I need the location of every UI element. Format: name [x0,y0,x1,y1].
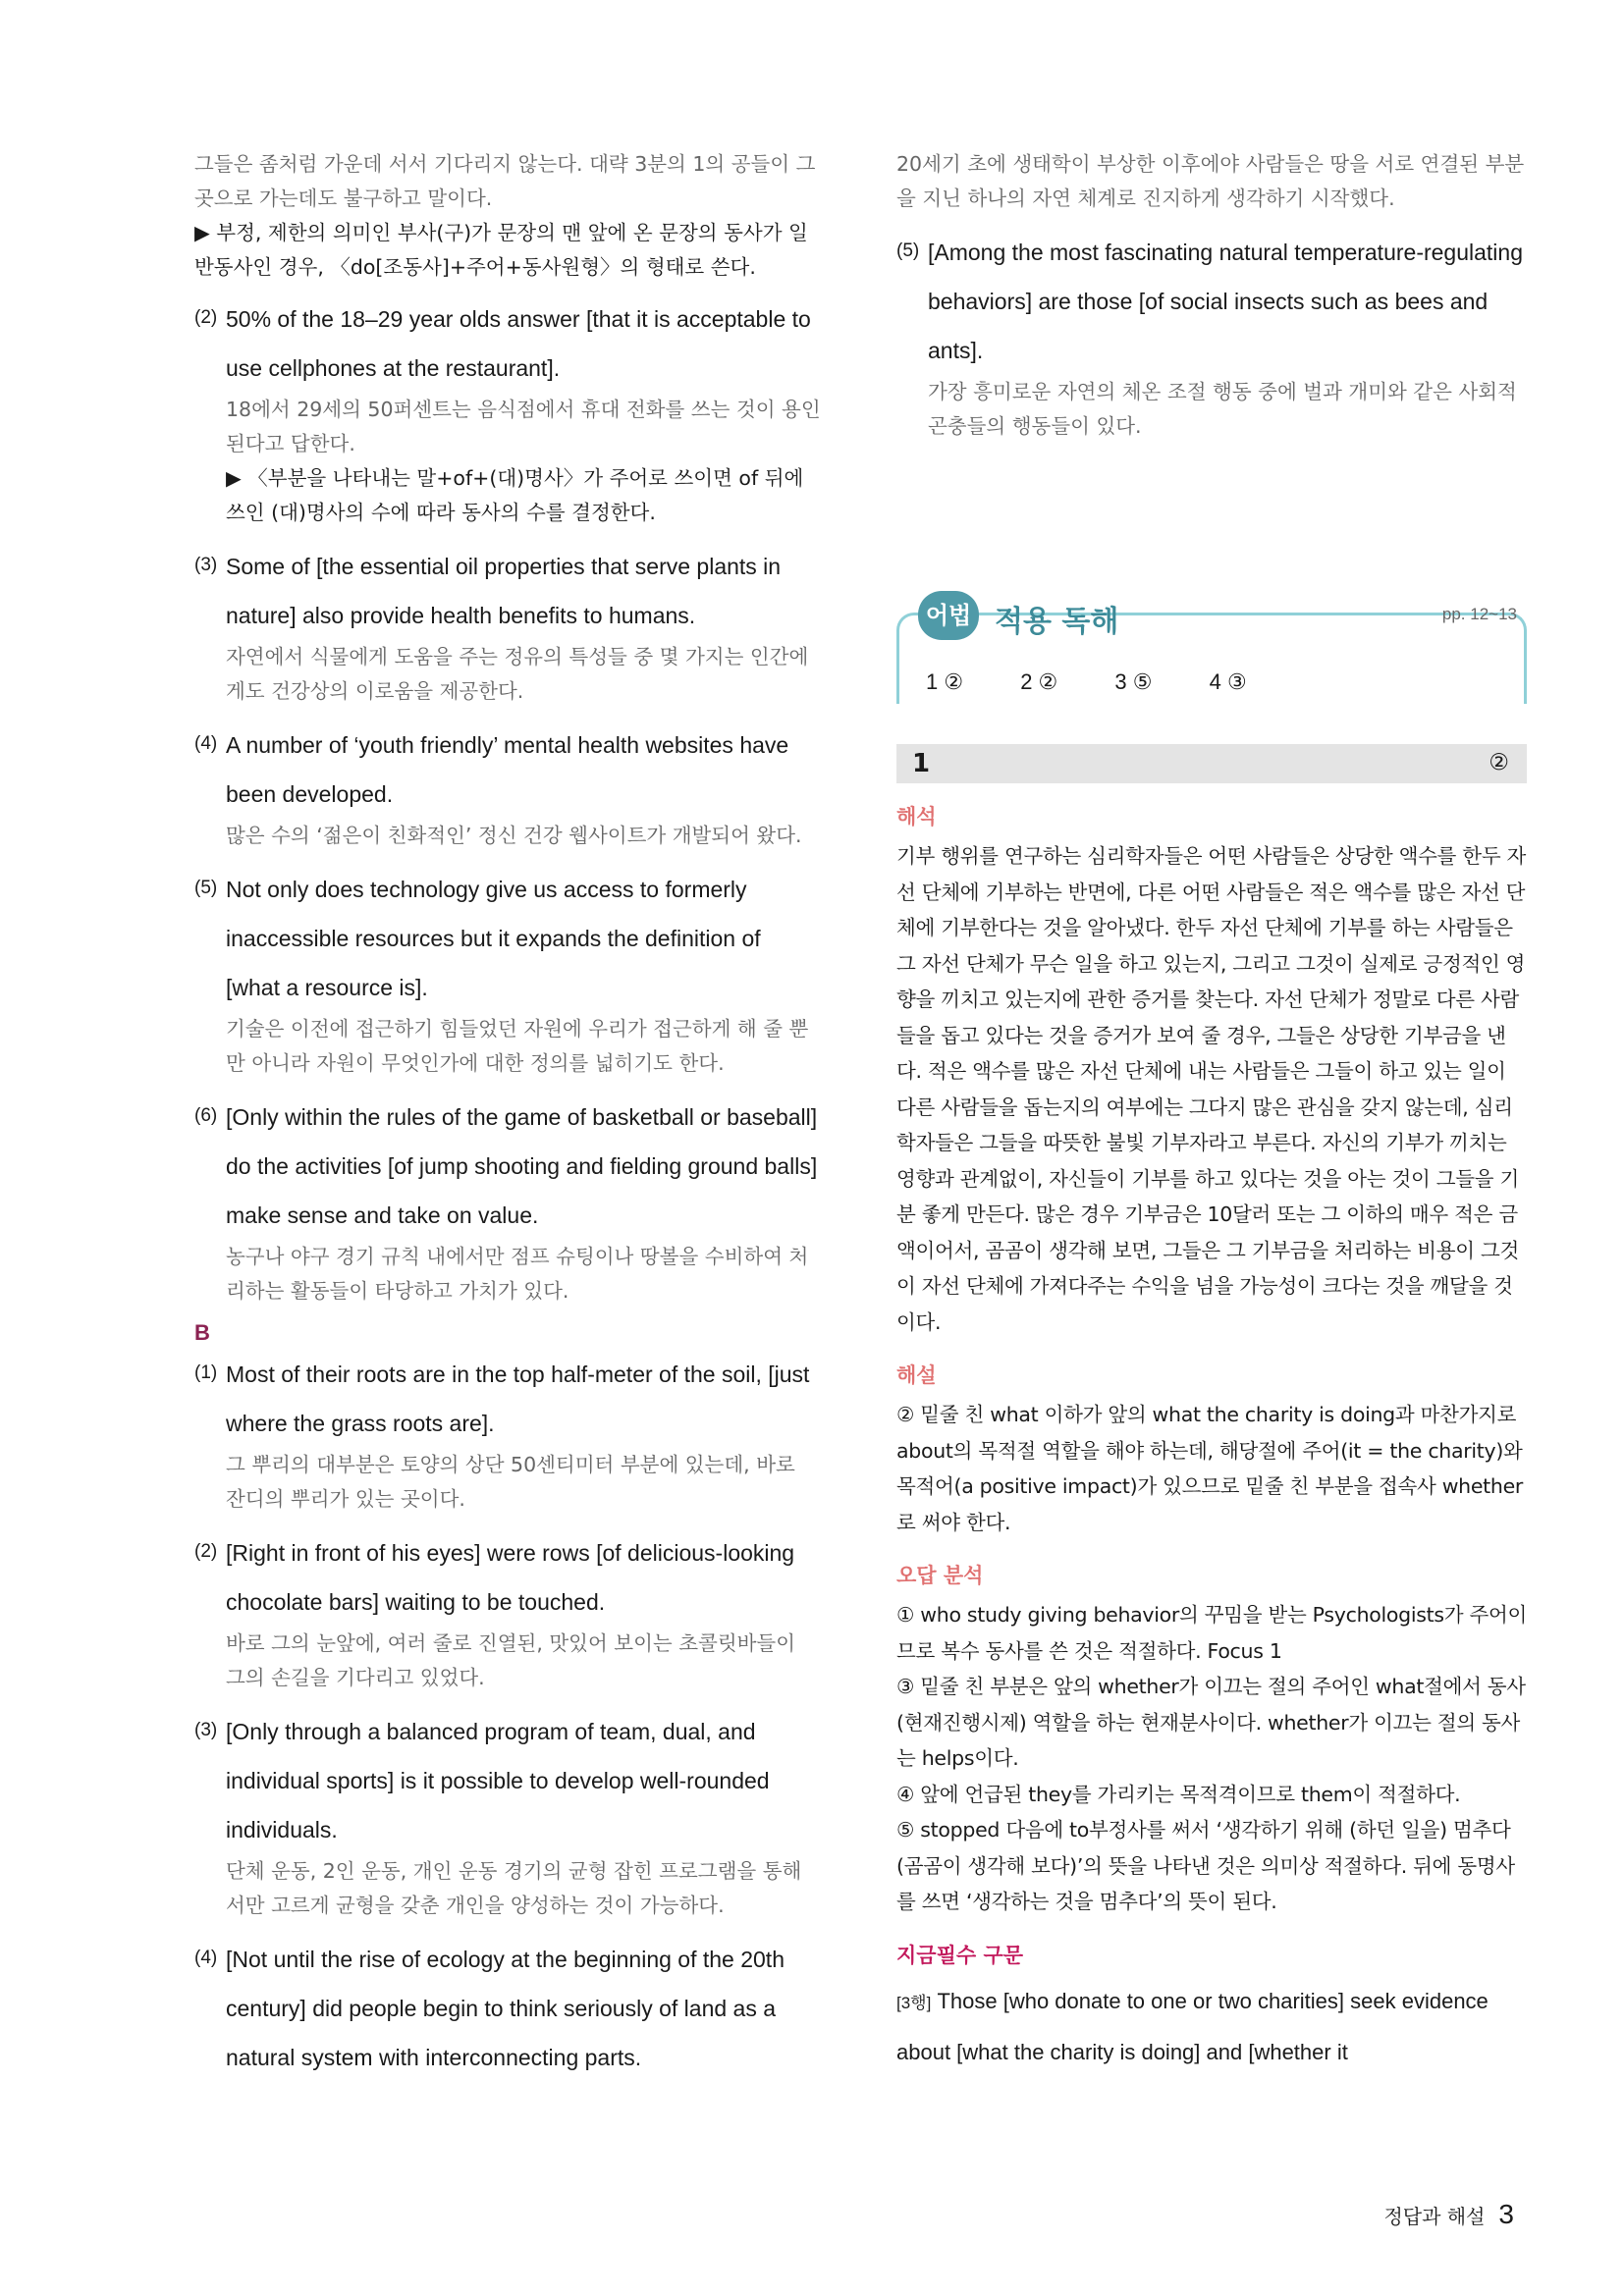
header-title: 적용 독해 [995,605,1119,639]
english-sentence: Most of their roots are in the top half-meter of the soil, [just where the grass roots are]. [226,1362,810,1436]
item-number: (1) [194,1362,218,1383]
korean-translation: 18에서 29세의 50퍼센트는 음식점에서 휴대 전화를 쓰는 것이 용인된다고 답한다. [226,398,821,455]
gumun-english: Those [who donate to one or two charities] seek evidence about [what the charity is doing] and [whether it [896,1988,1489,2064]
haeseok-label: 해석 [896,805,937,828]
page-reference: pp. 12~13 [1441,605,1517,623]
answer-1: 1 ② [926,669,964,694]
grammar-note: ▶ 〈부분을 나타내는 말+of+(대)명사〉가 주어로 쓰이면 of 뒤에 쓰인 (대)명사의 수에 따라 동사의 수를 결정한다. [226,466,804,524]
korean-translation: 단체 운동, 2인 운동, 개인 운동 경기의 균형 잡힌 프로그램을 통해서만 고르게 균형을 갖춘 개인을 양성하는 것이 가능하다. [226,1859,802,1917]
answer-3: 3 ⑤ [1114,669,1153,694]
section-header [896,591,1527,709]
odap-item-4: ④ 앞에 언급된 they를 가리키는 목적격이므로 them이 적절하다. [896,1782,1461,1806]
odap-label: 오답 분석 [896,1564,984,1587]
odap-item-3: ③ 밑줄 친 부분은 앞의 whether가 이끄는 절의 주어인 what절에서 동사(현재진행시제) 역할을 하는 현재분사이다. whether가 이끄는 절의 동사는 helps이다. [896,1675,1526,1770]
haeseol-label: 해설 [896,1363,937,1387]
page-footer [1383,2199,1514,2230]
korean-translation: 가장 흥미로운 자연의 체온 조절 행동 중에 벌과 개미와 같은 사회적 곤충들의 행동들이 있다. [928,380,1517,438]
korean-translation: 기술은 이전에 접근하기 힘들었던 자원에 우리가 접근하게 해 줄 뿐만 아니라 자원이 무엇인가에 대한 정의를 넓히기도 한다. [226,1017,809,1075]
item-a6 [194,1093,821,1308]
left-column [194,147,821,2094]
item-a5 [194,865,821,1081]
translation-body: 기부 행위를 연구하는 심리학자들은 어떤 사람들은 상당한 액수를 한두 자선 단체에 기부하는 반면에, 다른 어떤 사람들은 적은 액수를 많은 자선 단체에 기부한다는 것을 알아냈다. 한두 자선 단체에 기부를 하는 사람들은 그 자선 단체가 무슨 일을 하고 있는지, 그리고 그것이 실제로 긍정적인 영향을 끼치고 있는지에 관한 증거를 찾는다. 자선 단체가 정말로 다른 사람들을 돕고 있다는 것을 증거가 보여 줄 경우, 그들은 상당한 기부금을 낸다. 적은 액수를 많은 자선 단체에 내는 사람들은 그들이 하고 있는 일이 다른 사람들을 돕는지의 여부에는 그다지 많은 관심을 갖지 않는데, 심리학자들은 그들을 따뜻한 불빛 기부자라고 부른다. 자신의 기부가 끼치는 영향과 관계없이, 자신들이 기부를 하고 있다는 것을 아는 것이 그들을 기분 좋게 만든다. 많은 경우 기부금은 10달러 또는 그 이하의 매우 적은 금액이어서, 곰곰이 생각해 보면, 그들은 그 기부금을 처리하는 비용이 그것이 자선 단체에 가져다주는 수익을 넘을 가능성이 크다는 것을 깨달을 것이다. [896,844,1527,1334]
item-number: (4) [194,1948,218,1968]
intro-grammar-note: ▶ 부정, 제한의 의미인 부사(구)가 문장의 맨 앞에 온 문장의 동사가 일반동사인 경우, 〈do[조동사]+주어+동사원형〉의 형태로 쓴다. [194,221,808,279]
english-sentence: Some of [the essential oil properties that serve plants in nature] also provide health benefits to humans. [226,554,782,628]
korean-translation: 자연에서 식물에게 도움을 주는 정유의 특성들 중 몇 가지는 인간에게도 건강상의 이로움을 제공한다. [226,645,809,703]
question-answer: ② [1489,750,1509,775]
page-number: 3 [1498,2199,1514,2229]
korean-translation: 많은 수의 ‘젊은이 친화적인’ 정신 건강 웹사이트가 개발되어 왔다. [226,824,802,847]
item-a3 [194,542,821,709]
korean-translation: 그 뿌리의 대부분은 토양의 상단 50센티미터 부분에 있는데, 바로 잔디의 뿌리가 있는 곳이다. [226,1453,795,1511]
english-sentence: 50% of the 18–29 year olds answer [that it is acceptable to use cellphones at the restaurant]. [226,306,811,381]
odap-item-1: ① who study giving behavior의 꾸밈을 받는 Psychologists가 주어이므로 복수 동사를 쓴 것은 적절하다. Focus 1 [896,1603,1527,1663]
english-sentence: A number of ‘youth friendly’ mental health websites have been developed. [226,732,789,807]
item-number: (3) [194,1720,218,1740]
english-sentence: [Among the most fascinating natural temperature-regulating behaviors] are those [of social insects such as bees and ants]. [928,240,1523,363]
english-sentence: Not only does technology give us access to formerly inaccessible resources but it expands the definition of [what a resource is]. [226,877,761,1000]
question-bar [896,744,1527,783]
item-b2 [194,1528,821,1695]
gumun-sentence [896,1977,1527,2077]
explanation-body: ② 밑줄 친 what 이하가 앞의 what the charity is doing과 마찬가지로 about의 목적절 역할을 해야 하는데, 해당절에 주어(it = the charity)와 목적어(a positive impact)가 있으므로 밑줄 친 부분을 접속사 whether로 써야 한다. [896,1403,1524,1534]
item-b1 [194,1350,821,1517]
english-sentence: [Not until the rise of ecology at the beginning of the 20th century] did people begin to think seriously of land as a natural system with interconnecting parts. [226,1947,785,2070]
item-number: (2) [194,307,218,328]
item-a4 [194,721,821,853]
english-sentence: [Right in front of his eyes] were rows [of delicious-looking chocolate bars] waiting to be touched. [226,1540,795,1615]
item-number: (3) [194,555,218,575]
section-b-heading: B [194,1320,210,1345]
item-number: (2) [194,1541,218,1562]
korean-translation: 바로 그의 눈앞에, 여러 줄로 진열된, 맛있어 보이는 초콜릿바들이 그의 손길을 기다리고 있었다. [226,1631,796,1689]
item-number: (5) [194,878,218,898]
odap-item-5: ⑤ stopped 다음에 to부정사를 써서 ‘생각하기 위해 (하던 일을) 멈추다(곰곰이 생각해 보다)’의 뜻을 나타낸 것은 의미상 적절하다. 뒤에 동명사를 쓰면 ‘생각하는 것을 멈추다’의 뜻이 된다. [896,1818,1515,1913]
item-b3 [194,1707,821,1923]
gumun-line-ref: [3행] [896,1993,932,2012]
intro-translation: 그들은 좀처럼 가운데 서서 기다리지 않는다. 대략 3분의 1의 공들이 그곳으로 가는데도 불구하고 말이다. [194,152,816,210]
answer-key [926,669,1298,695]
header-badge: 어법 [918,591,979,640]
answer-4: 4 ③ [1209,669,1247,694]
english-sentence: [Only through a balanced program of team, dual, and individual sports] is it possible to develop well-rounded individuals. [226,1719,770,1842]
korean-translation: 농구나 야구 경기 규칙 내에서만 점프 슈팅이나 땅볼을 수비하여 처리하는 활동들이 타당하고 가치가 있다. [226,1245,809,1303]
right-column [896,147,1527,2077]
gumun-label: 지금필수 구문 [896,1943,1024,1967]
english-sentence: [Only within the rules of the game of basketball or baseball] do the activities [of jump shooting and fielding ground balls] make sense and take on value. [226,1104,818,1228]
item-b5 [896,228,1527,444]
continued-translation: 20세기 초에 생태학이 부상한 이후에야 사람들은 땅을 서로 연결된 부분을 지닌 하나의 자연 체계로 진지하게 생각하기 시작했다. [896,152,1525,210]
question-number: 1 [912,749,931,778]
footer-label: 정답과 해설 [1383,2205,1486,2228]
item-a2 [194,294,821,530]
answer-2: 2 ② [1020,669,1058,694]
item-b4 [194,1935,821,2082]
item-number: (6) [194,1105,218,1126]
item-number: (5) [896,240,920,261]
item-number: (4) [194,733,218,754]
